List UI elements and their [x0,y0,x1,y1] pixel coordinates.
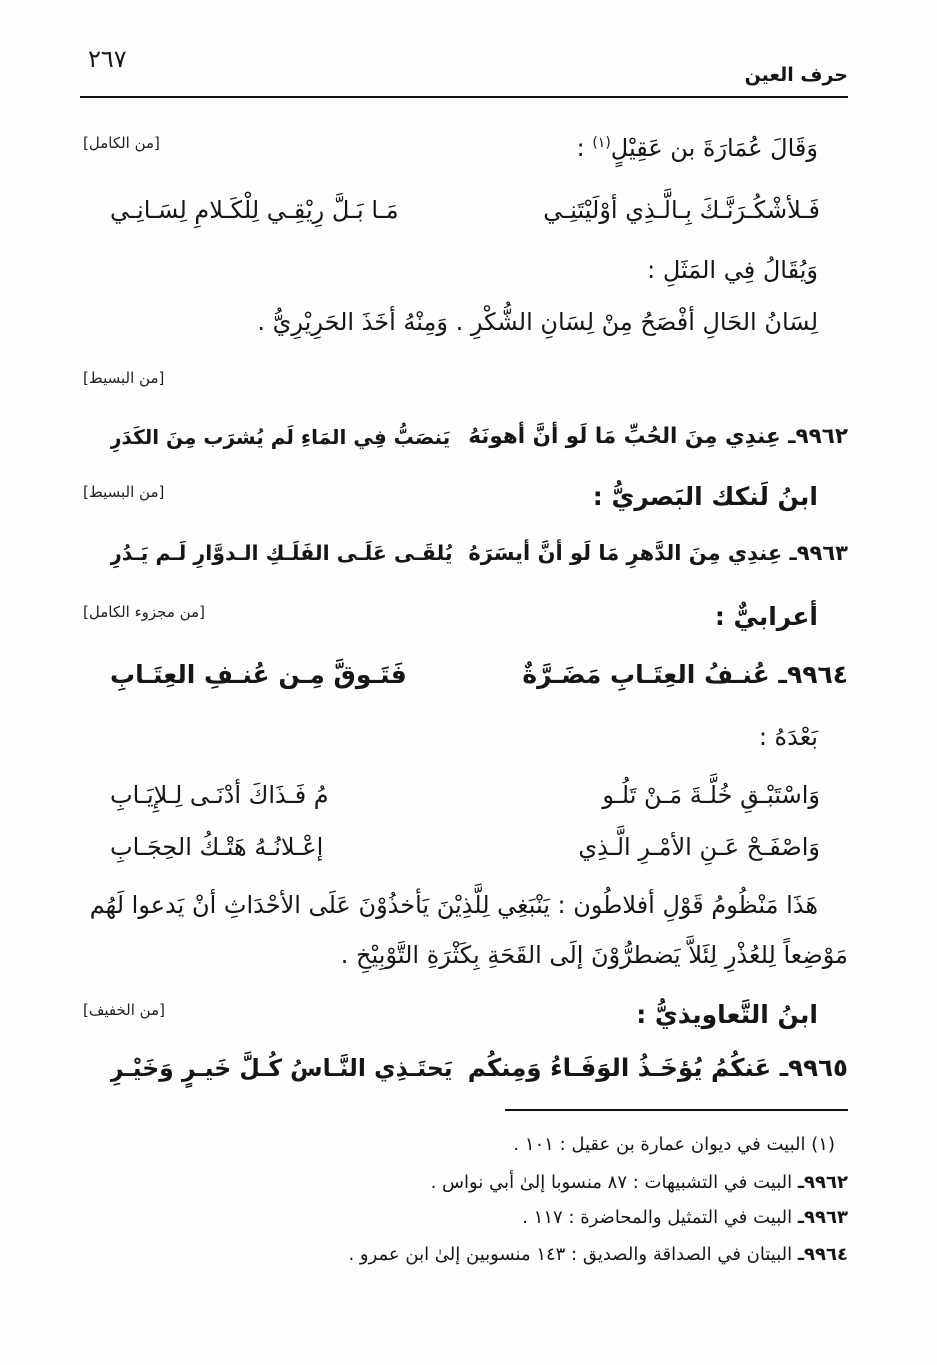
verse-9963-ajuz: يُلقَـى عَلَـى الفَلَـكِ الـدوَّارِ لَـم يَـدُرِ [110,541,453,565]
header-rule [80,96,848,98]
footnote-9962-label: ٩٩٦٢ـ [797,1172,848,1193]
verse-9962-ajuz: يَنصَبُّ فِي المَاءِ لَم يُشرَب مِنَ الكَدَرِ [110,425,451,449]
meter-label-basit-2: [من البسيط] [83,483,165,501]
verse-9965-sadr [463,1043,848,1093]
poet-9964-name: أعرابيٌّ : [714,602,818,631]
verse-9962-sadr-text: عِندِي مِنَ الحُبِّ مَا لَو أنَّ أهونَهُ [468,424,781,449]
verse-9964-sadr [463,650,848,700]
running-title: حرف العين [744,64,848,86]
meter-label-kamil: [من الكامل] [83,134,160,152]
footnote-9964 [80,1238,848,1272]
meter-label-khafif: [من الخفيف] [83,1001,165,1019]
verse-after-2-sadr: وَاصْفَـحْ عَـنِ الأمْـرِ الَّـذِي [578,833,820,861]
verse-number-9965: ٩٩٦٥ـ [779,1053,848,1082]
commentary-line-1: هَذَا مَنْظُومُ قَوْلِ أفلاطُون : يَنْبَغِي لِلَّذِيْنَ يَأخذُوْنَ عَلَى الأحْدَاثِ أنْ يَدعوا لَهُم [89,891,818,919]
page-number: ٢٦٧ [88,45,127,73]
verse-number-9962: ٩٩٦٢ـ [788,424,848,449]
proverb-intro: وَيُقَالُ فِي المَثَلِ : [647,256,818,284]
after-intro: بَعْدَهُ : [758,723,818,751]
intro-ammara-text: وَقَالَ عُمَارَةَ بن عَقِيْلٍ [610,134,818,162]
poet-9965-name: ابنُ التَّعاويذيُّ : [636,1000,818,1029]
intro-ammara-colon: : [576,134,585,162]
verse-after-1 [80,770,848,820]
footnote-9963-label: ٩٩٦٣ـ [797,1207,848,1228]
footnote-1 [80,1128,835,1162]
poet-9963-name: ابنُ لَنكك البَصريُّ : [592,482,818,511]
intro-ammara-line [80,123,848,173]
footnote-9963 [80,1201,848,1235]
footnote-ref-1: (١) [592,135,611,151]
verse-ammara-ajuz: مَـا بَـلَّ رِيْقِـي لِلْكَـلامِ لِسَـانِـي [110,196,399,224]
verse-9965-sadr-text: عَنكُمُ يُؤخَـذُ الوَفَـاءُ وَمِنكُم [467,1053,772,1082]
verse-9964 [80,650,848,700]
poet-9963-line [80,472,848,522]
commentary-line-2: مَوْضِعاً لِلعُذْرِ لِئَلاَّ يَضطرُّوْنَ إلَى القَحَةِ بِكَثْرَةِ التَّوْبِيْخِ . [340,941,848,969]
footnote-1-label: (١) [811,1134,835,1155]
footnote-9964-text: البيتان في الصداقة والصديق : ١٤٣ منسوبين إلىٰ ابن عمرو . [348,1244,793,1265]
meter-label-majzu-kamil: [من مجزوء الكامل] [83,603,205,621]
verse-9963-sadr [463,528,848,578]
verse-9963 [80,528,848,578]
footnote-9962 [80,1166,848,1200]
proverb-text: لِسَانُ الحَالِ أفْصَحُ مِنْ لِسَانِ الشُّكْرِ . وَمِنْهُ أخَذَ الحَرِيْرِيُّ . [257,308,818,336]
verse-9965 [80,1043,848,1093]
footnote-9962-text: البيت في التشبيهات : ٨٧ منسوبا إلىٰ أبي نواس . [430,1172,793,1193]
verse-number-9963: ٩٩٦٣ـ [789,541,848,565]
meter-label-basit: [من البسيط] [83,369,165,387]
verse-after-2-ajuz: إعْـلانُـهُ هَتْـكُ الحِجَـابِ [110,833,324,861]
verse-after-1-sadr: وَاسْتَبْـقِ خُلَّـةَ مَـنْ تَلُـو [602,781,820,809]
verse-ammara-sadr: فَـلأشْكُـرَنَّـكَ بِـالَّـذِي أوْلَيْتَنِـي [543,196,820,224]
verse-9965-ajuz: يَحتَـذِي النَّـاسُ كُـلَّ خَيـرٍ وَخَيْـرِ [110,1054,453,1082]
poet-9964-line [80,592,848,642]
verse-9962 [80,412,848,462]
verse-9963-sadr-text: عِندِي مِنَ الدَّهرِ مَا لَو أنَّ أيسَرَهُ [468,541,783,565]
footnote-9963-text: البيت في التمثيل والمحاضرة : ١١٧ . [522,1207,793,1228]
verse-ammara [80,185,848,235]
footnote-rule [505,1109,848,1111]
footnote-9964-label: ٩٩٦٤ـ [797,1244,848,1265]
verse-after-2 [80,822,848,872]
verse-9962-sadr [463,412,848,462]
verse-number-9964: ٩٩٦٤ـ [778,660,848,689]
verse-9964-ajuz: فَتَـوقَّ مِـن عُنـفِ العِتَـابِ [110,660,407,689]
poet-9965-line [80,990,848,1040]
verse-after-1-ajuz: مُ فَـذَاكَ أدْنَـى لِـلإِيَـابِ [110,781,329,809]
verse-9964-sadr-text: عُنـفُ العِتَـابِ مَضَـرَّةٌ [522,660,770,689]
footnote-1-text: البيت في ديوان عمارة بن عقيل : ١٠١ . [513,1134,806,1155]
